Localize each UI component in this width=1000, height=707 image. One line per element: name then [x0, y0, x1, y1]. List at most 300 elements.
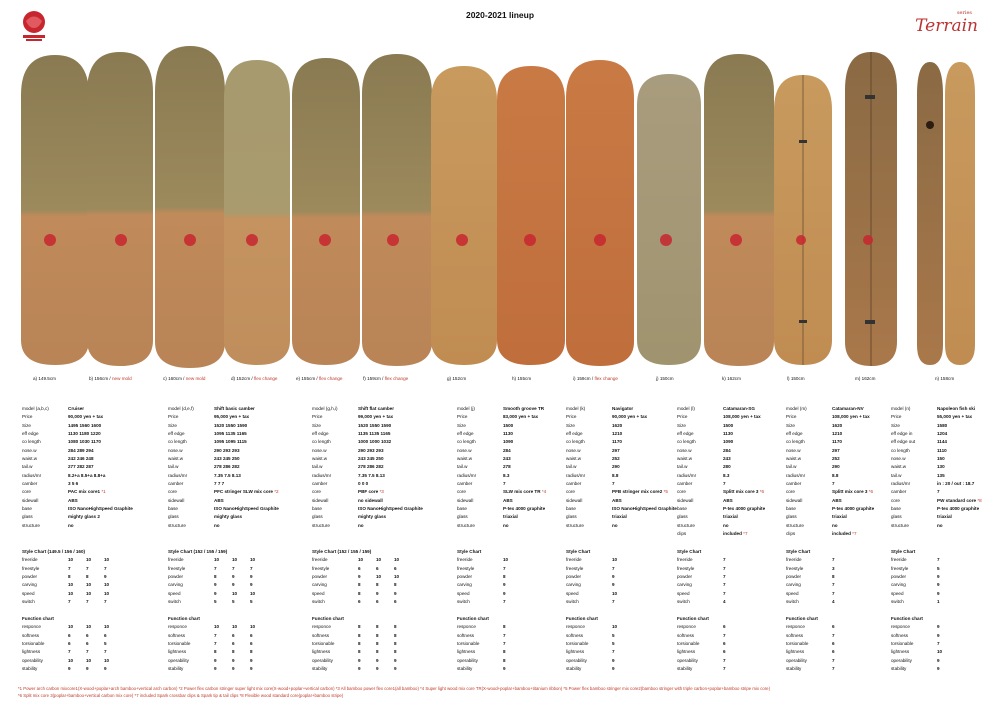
spec-row [457, 447, 546, 455]
function-chart-header: Function chart [677, 616, 709, 621]
style-chart-header: Style Chart (152 / 155 / 159) [312, 549, 372, 554]
function-row [786, 648, 850, 656]
style-chart-header: Style Chart [457, 549, 482, 554]
function-row [891, 665, 955, 673]
spec-key: Price [22, 414, 33, 420]
model-code: model (l) [677, 406, 695, 411]
board-size: l) 150cm [787, 376, 805, 381]
spec-key: tail.w [786, 464, 797, 470]
board-e [292, 58, 360, 365]
function-row [168, 632, 268, 640]
spec-key: co length [168, 439, 187, 445]
board-a [21, 55, 89, 365]
spec-value: ABS [723, 497, 733, 503]
function-chart [457, 615, 521, 673]
function-value: 9 [503, 666, 506, 672]
spec-row [566, 488, 677, 496]
spec-key: base [168, 506, 178, 512]
function-key: lightness [22, 649, 41, 655]
spec-value: mighty glass [358, 514, 387, 520]
board-logo-l [796, 235, 806, 245]
function-key: stability [566, 666, 582, 672]
function-key: softness [566, 632, 584, 638]
style-row [312, 598, 412, 606]
spec-row [312, 463, 423, 471]
function-value: 10 [612, 624, 618, 630]
spec-key: Price [891, 414, 902, 420]
spec-column [312, 405, 423, 530]
spec-row [457, 430, 546, 438]
style-value: 9 [214, 590, 217, 596]
board-size: i) 159cm / [573, 376, 595, 381]
spec-value: ISO NanoHighSpeed Graphite [612, 506, 677, 512]
spec-value: PW standard core *8 [937, 497, 982, 503]
spec-value: 130 [937, 464, 945, 470]
spec-key: core [891, 497, 900, 503]
spec-value: ISO NanoHighSpeed Graphite [214, 506, 279, 512]
style-value: 9 [503, 590, 506, 596]
spec-value: 243 [723, 456, 731, 462]
function-key: operability [566, 657, 587, 663]
spec-key: tail.w [312, 464, 323, 470]
board-label [447, 376, 466, 381]
style-key: carving [22, 582, 37, 588]
spec-value: 1130 [503, 431, 513, 437]
board-h [497, 66, 565, 365]
function-value: 8 [376, 632, 379, 638]
style-value: 8 [376, 582, 379, 588]
function-row [891, 640, 955, 648]
spec-header [786, 405, 874, 413]
style-value: 10 [250, 557, 256, 563]
function-value: 9 [937, 666, 940, 672]
style-chart [457, 548, 521, 606]
style-value: 8 [832, 574, 835, 580]
spec-row [312, 438, 423, 446]
style-value: 10 [612, 557, 618, 563]
style-value: 9 [104, 574, 107, 580]
style-key: carving [168, 582, 183, 588]
footnote-line: *1 Power arch carbon mixcore1(X-wood+poplar+arch bamboo+vertical arch carbon) *2 Power flex carbon stringer super light mix core(X-wood+poplar+vertical carbon) *3 All bamboo power flex core1(all bamboo) *4 Super light wood mix core TR(X-wood+poplar+bamboo+titanium ribbon) *5 Power flex bamboo stringer mix core2(bamboo stringer with triple carbon+poplar+bamboo stripe mix core) [18, 686, 771, 691]
spec-row [22, 430, 133, 438]
style-value: 10 [104, 590, 110, 596]
style-row [677, 590, 741, 598]
board-k [704, 54, 774, 366]
style-row [22, 598, 122, 606]
spec-key: radius/mr [168, 472, 188, 478]
model-code: model (d,e,f) [168, 406, 194, 411]
spec-row [566, 505, 677, 513]
spec-key: radius/mr [677, 472, 697, 478]
board-logo-h [524, 234, 536, 246]
spec-key: Price [457, 414, 468, 420]
spec-value: 1135 1135 1165 [358, 431, 391, 437]
style-value: 9 [394, 590, 397, 596]
function-value: 9 [214, 666, 217, 672]
function-key: lightness [677, 649, 696, 655]
spec-value: 243 245 250 [358, 456, 384, 462]
style-row [677, 556, 741, 564]
spec-value: 1095 1135 1165 [214, 431, 247, 437]
function-row [677, 623, 741, 631]
spec-key: camber [457, 481, 473, 487]
spec-value: 1520 1550 1590 [358, 422, 392, 428]
spec-value: PBF core *3 [358, 489, 384, 495]
footnote-ref: *6 [868, 489, 874, 495]
function-value: 7 [937, 641, 940, 647]
function-chart-header: Function chart [312, 616, 344, 621]
footnote-ref: *2 [274, 489, 279, 495]
function-value: 7 [612, 649, 615, 655]
style-row [22, 565, 122, 573]
function-key: operability [457, 657, 478, 663]
style-row [22, 590, 122, 598]
spec-value: 1500 [723, 422, 734, 428]
spec-key: nose.w [786, 447, 801, 453]
function-value: 8 [394, 649, 397, 655]
spec-key: radius/mr [22, 472, 42, 478]
style-key: carving [457, 582, 472, 588]
spec-row [677, 455, 765, 463]
style-key: carving [891, 582, 906, 588]
function-value: 7 [214, 632, 217, 638]
board-c [155, 46, 225, 368]
spec-row [22, 438, 133, 446]
function-value: 5 [612, 641, 615, 647]
spec-row [786, 413, 874, 421]
style-value: 7 [503, 565, 506, 571]
function-key: operability [22, 657, 43, 663]
function-key: torsionable [312, 641, 335, 647]
style-key: carving [312, 582, 327, 588]
spec-key: structure [22, 522, 40, 528]
spec-row [168, 497, 279, 505]
spec-row [457, 413, 546, 421]
spec-row [168, 422, 279, 430]
spec-column [677, 405, 765, 539]
spec-value: ISO NanoHighSpeed Graphite [358, 506, 423, 512]
spec-key: tail.w [22, 464, 33, 470]
spec-row [786, 472, 874, 480]
spec-value: 277 282 287 [68, 464, 94, 470]
style-row [457, 565, 521, 573]
style-key: switch [786, 599, 799, 605]
style-row [891, 598, 955, 606]
spec-row [312, 422, 423, 430]
style-value: 3 [832, 565, 835, 571]
spec-key: Price [677, 414, 688, 420]
spec-value: PAC mix core1 *1 [68, 489, 106, 495]
function-row [566, 665, 630, 673]
spec-key: tail.w [168, 464, 179, 470]
spec-key: nose.w [312, 447, 327, 453]
style-key: freestyle [891, 565, 909, 571]
style-row [566, 573, 630, 581]
spec-value: 7 [503, 481, 506, 487]
spec-value: no [612, 522, 618, 528]
style-row [312, 565, 412, 573]
style-key: speed [168, 590, 181, 596]
function-chart-header: Function chart [786, 616, 818, 621]
style-value: 7 [832, 582, 835, 588]
board-label [89, 376, 132, 381]
function-value: 7 [214, 641, 217, 647]
spec-value: 1620 [832, 422, 843, 428]
function-chart [677, 615, 741, 673]
spec-header [312, 405, 423, 413]
function-key: responce [786, 624, 805, 630]
spec-key: eff edge in [891, 431, 913, 437]
board-size: f) 159cm / [363, 376, 385, 381]
spec-value: no [214, 522, 220, 528]
spec-row [312, 455, 423, 463]
spec-value: 297 [612, 447, 620, 453]
spec-row [457, 513, 546, 521]
function-row [312, 648, 412, 656]
style-value: 7 [250, 565, 253, 571]
spec-row [566, 463, 677, 471]
style-key: freeride [168, 557, 184, 563]
function-key: lightness [786, 649, 805, 655]
style-key: carving [566, 582, 581, 588]
spec-key: waist.w [22, 456, 38, 462]
style-chart [677, 548, 741, 606]
board-size: e) 155cm / [296, 376, 319, 381]
spec-value: 1095 1095 1115 [214, 439, 247, 445]
function-value: 6 [723, 624, 726, 630]
style-row [312, 581, 412, 589]
spec-key: sidewall [312, 497, 329, 503]
spec-row [891, 480, 982, 488]
style-row [891, 573, 955, 581]
spec-value: triaxial [937, 514, 952, 520]
footnote-ref: *1 [101, 489, 106, 495]
function-value: 5 [612, 632, 615, 638]
style-row [312, 556, 412, 564]
spec-key: structure [168, 522, 186, 528]
function-key: torsionable [891, 641, 914, 647]
style-chart [786, 548, 850, 606]
spec-value: 83,000 yen + tax [503, 414, 539, 420]
function-row [786, 665, 850, 673]
board-label [935, 376, 954, 381]
spec-row [312, 522, 423, 530]
function-value: 9 [612, 666, 615, 672]
spec-row [457, 497, 546, 505]
spec-column [786, 405, 874, 539]
spec-row [891, 422, 982, 430]
board-size: k) 162cm [722, 376, 741, 381]
spec-value: 1204 [937, 431, 948, 437]
style-key: freestyle [786, 565, 804, 571]
style-value: 7 [104, 565, 107, 571]
function-chart-header: Function chart [457, 616, 489, 621]
function-key: operability [168, 657, 189, 663]
spec-key: base [22, 506, 32, 512]
board-logo-f [387, 234, 399, 246]
spec-row [677, 430, 765, 438]
function-row [457, 623, 521, 631]
spec-row [677, 513, 765, 521]
function-key: torsionable [786, 641, 809, 647]
board-logo-c [184, 234, 196, 246]
spec-header [457, 405, 546, 413]
function-key: lightness [566, 649, 585, 655]
style-value: 7 [832, 557, 835, 563]
spec-key: base [312, 506, 322, 512]
spec-value: triaxial [723, 514, 738, 520]
function-chart [312, 615, 412, 673]
style-chart-header: Style Chart [677, 549, 702, 554]
spec-value: 1210 [612, 431, 623, 437]
spec-key: nose.w [22, 447, 37, 453]
function-value: 6 [832, 649, 835, 655]
function-value: 9 [394, 657, 397, 663]
function-key: responce [891, 624, 910, 630]
style-key: freeride [786, 557, 802, 563]
function-row [457, 665, 521, 673]
spec-row [786, 447, 874, 455]
spec-row [22, 447, 133, 455]
spec-row [786, 522, 874, 530]
function-key: lightness [168, 649, 187, 655]
style-value: 7 [832, 590, 835, 596]
function-value: 8 [376, 649, 379, 655]
function-key: softness [891, 632, 909, 638]
spec-row [786, 463, 874, 471]
spec-row [22, 413, 133, 421]
style-value: 9 [232, 582, 235, 588]
function-chart-header: Function chart [168, 616, 200, 621]
style-key: freeride [677, 557, 693, 563]
spec-row [457, 438, 546, 446]
spec-value: Splitt mix core 3 *6 [832, 489, 874, 495]
spec-value: 1580 [937, 422, 948, 428]
style-row [566, 581, 630, 589]
spec-value: 7.35 7.5 8.13 [358, 472, 385, 478]
function-value: 5 [104, 641, 107, 647]
spec-key: Price [312, 414, 323, 420]
board-note: flex change [253, 376, 278, 381]
function-value: 7 [832, 632, 835, 638]
function-key: softness [457, 632, 475, 638]
style-key: freestyle [457, 565, 475, 571]
function-value: 7 [503, 641, 506, 647]
spec-key: core [22, 489, 31, 495]
function-key: torsionable [168, 641, 191, 647]
style-value: 9 [612, 582, 615, 588]
spec-value: 108,000 yen + tax [723, 414, 761, 420]
spec-value: 3 5 6 [68, 481, 79, 487]
function-key: responce [312, 624, 331, 630]
spec-key: eff edge [677, 431, 694, 437]
model-name: Cruiser [68, 406, 85, 411]
style-value: 6 [376, 565, 379, 571]
function-value: 9 [358, 657, 361, 663]
function-value: 9 [358, 666, 361, 672]
function-row [786, 632, 850, 640]
function-value: 10 [104, 657, 110, 663]
spec-value: in : 20 / out : 18.7 [937, 481, 975, 487]
spec-value: 108,000 yen + tax [832, 414, 870, 420]
style-chart-header: Style Chart (149.5 / 156 / 160) [22, 549, 86, 554]
spec-row [891, 455, 982, 463]
spec-row [168, 413, 279, 421]
spec-value: no [723, 522, 729, 528]
spec-key: co length [786, 439, 805, 445]
style-value: 9 [250, 582, 253, 588]
style-row [457, 556, 521, 564]
spec-value: 150 [937, 456, 945, 462]
style-row [891, 590, 955, 598]
spec-row [22, 497, 133, 505]
style-value: 7 [86, 565, 89, 571]
spec-key: core [168, 489, 177, 495]
function-row [457, 657, 521, 665]
spec-key: Price [168, 414, 179, 420]
style-key: speed [457, 590, 470, 596]
spec-key: structure [457, 522, 475, 528]
function-value: 8 [376, 641, 379, 647]
board-label [363, 376, 408, 381]
spec-row [786, 505, 874, 513]
spec-key: structure [677, 522, 695, 528]
spec-value: 1170 [832, 439, 842, 445]
spec-key: glass [457, 514, 468, 520]
style-value: 7 [723, 557, 726, 563]
spec-row [168, 522, 279, 530]
spec-key: co length [22, 439, 41, 445]
function-value: 7 [503, 632, 506, 638]
style-key: powder [891, 574, 907, 580]
footnote-ref: *6 [759, 489, 765, 495]
spec-key: camber [168, 481, 184, 487]
spec-key: camber [891, 489, 907, 495]
spec-column [22, 405, 133, 530]
spec-row [891, 438, 982, 446]
spec-key: Size [677, 422, 686, 428]
style-value: 6 [394, 565, 397, 571]
style-value: 9 [937, 574, 940, 580]
spec-row [677, 497, 765, 505]
spec-value: 278 [503, 464, 511, 470]
spec-row [786, 480, 874, 488]
style-row [786, 565, 850, 573]
style-row [566, 598, 630, 606]
board-note: new mold [185, 376, 206, 381]
spec-key: core [566, 489, 575, 495]
style-row [457, 581, 521, 589]
function-value: 9 [86, 666, 89, 672]
style-key: freestyle [22, 565, 40, 571]
style-value: 5 [232, 599, 235, 605]
style-row [168, 581, 268, 589]
style-value: 10 [68, 582, 74, 588]
style-key: freestyle [168, 565, 186, 571]
spec-value: 290 293 293 [214, 447, 240, 453]
function-key: stability [786, 666, 802, 672]
spec-row [786, 497, 874, 505]
style-key: freeride [22, 557, 38, 563]
function-value: 6 [86, 641, 89, 647]
spec-row [168, 463, 279, 471]
style-value: 5 [250, 599, 253, 605]
spec-value: 290 [612, 464, 620, 470]
model-name: Catamaran-SG [723, 406, 755, 411]
board-label [722, 376, 741, 381]
spec-value: 252 [612, 456, 620, 462]
style-key: freeride [312, 557, 328, 563]
